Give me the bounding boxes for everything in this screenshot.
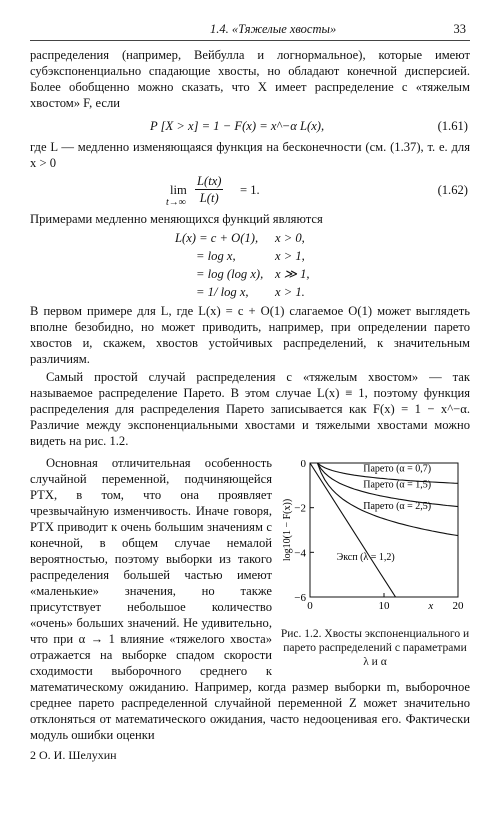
y-tick-label: −6: [294, 592, 306, 604]
paragraph-slow-function: где L — медленно изменяющаяся функция на бесконечности (см. (1.37), т. е. для x > 0: [30, 140, 470, 170]
case-row: [196, 283, 305, 301]
case-cond: x ≫ 1,: [275, 267, 310, 281]
equation-number: (1.62): [437, 183, 468, 197]
case-row: [196, 265, 310, 283]
case-expr: = log (log x),: [196, 267, 264, 281]
section-title: 1.4. «Тяжелые хвосты»: [210, 22, 337, 36]
equation-body: P [X > x] = 1 − F(x) = x^−α L(x),: [150, 119, 325, 133]
x-tick-label: 20: [452, 600, 464, 612]
case-cond: x > 0,: [275, 231, 305, 245]
figure-wrap: [30, 455, 470, 835]
paragraph-main: Основная отличительная особенность случайной переменной, подчиняющейся РТХ, в том, что она проявляет чрезвычайную изменчивость. Иначе говоря, РТХ приводит к очень большим значениям с конечной, в общем случае немалой вероятностью, поэтому выборки из такого распределения большей частью имеют «маленькие» значения, но также присутствует небольшое количество «очень» больших значений. Не удивительно, что при α → 1 влияние «тяжелого хвоста» отражается на выборке спадом скорости сходимости выборочного среднего к математическому ожиданию. Например, когда размер выборки m, выборочное среднее парето распределенной случайной переменной Z может значительно отклоняться от математического ожидания, часто недооценивая его. Фактически модуль ошибки оценки: [30, 456, 470, 742]
rhs: = 1.: [240, 183, 260, 197]
page: [30, 20, 470, 835]
figure-1-2: [280, 455, 470, 669]
y-tick-label: −2: [294, 502, 306, 515]
x-axis-label: x: [428, 600, 434, 612]
y-tick-label: −4: [294, 547, 306, 560]
running-header: [30, 20, 470, 41]
case-row: [196, 247, 305, 265]
equation-number: (1.61): [437, 119, 468, 133]
paragraph-intro: распределения (например, Вейбулла и логнормальное), которые имеют субэкспоненциально спадающие хвосты, но обладают конечной дисперсией. Более обобщенно можно сказать, что X имеет распределение с «тяжелым хвостом» F, если: [30, 48, 470, 110]
series-label: Парето (α = 2,5): [363, 500, 432, 512]
lim-word: lim: [170, 183, 187, 197]
lim-subscript: t→∞: [166, 197, 186, 208]
denominator: L(t): [199, 191, 219, 205]
paragraph-examples-intro: Примерами медленно меняющихся функций являются: [30, 212, 323, 226]
y-axis-label: log10(1 − F(x)): [282, 498, 293, 562]
equation-1-61: [30, 117, 470, 135]
x-tick-label: 10: [378, 600, 390, 612]
series-label: Эксп (λ = 1,2): [336, 552, 395, 564]
x-tick-label: 0: [307, 600, 313, 612]
case-expr: L(x) = c + O(1),: [175, 231, 259, 245]
case-cond: x > 1,: [275, 249, 305, 263]
case-cond: x > 1.: [275, 285, 305, 299]
case-row: [175, 229, 305, 247]
y-tick-label: 0: [300, 458, 306, 470]
equation-1-62: [30, 171, 470, 211]
numerator: L(tx): [197, 174, 222, 188]
series-label: Парето (α = 1,5): [363, 479, 432, 491]
figure-caption: Рис. 1.2. Хвосты экспоненциального и парето распределений с параметрами λ и α: [280, 628, 470, 668]
examples-cases: [30, 227, 470, 303]
paragraph-first-example: В первом примере для L, где L(x) = c + O(1) слагаемое O(1) может выглядеть вполне безобидно, но может приводить, например, при определении парето хвостов и, скажем, хвостов устойчивых распределений, к значительным различиям.: [30, 304, 470, 366]
case-expr: = 1/ log x,: [196, 285, 249, 299]
page-number: 33: [453, 22, 466, 36]
footer: 2 О. И. Шелухин: [30, 748, 117, 762]
tail-chart: [280, 455, 470, 625]
paragraph-pareto: Самый простой случай распределения с «тяжелым хвостом» — так называемое распределение Парето. В этом случае L(x) ≡ 1, поэтому функция распределения для распределения Парето записывается как F(x) = 1 − x^−α. Различие между экспоненциальными хвостами и тяжелыми хвостами можно видеть на рис. 1.2.: [30, 370, 470, 448]
fraction: [195, 173, 223, 206]
series-label: Парето (α = 0,7): [363, 463, 432, 475]
case-expr: = log x,: [196, 249, 236, 263]
